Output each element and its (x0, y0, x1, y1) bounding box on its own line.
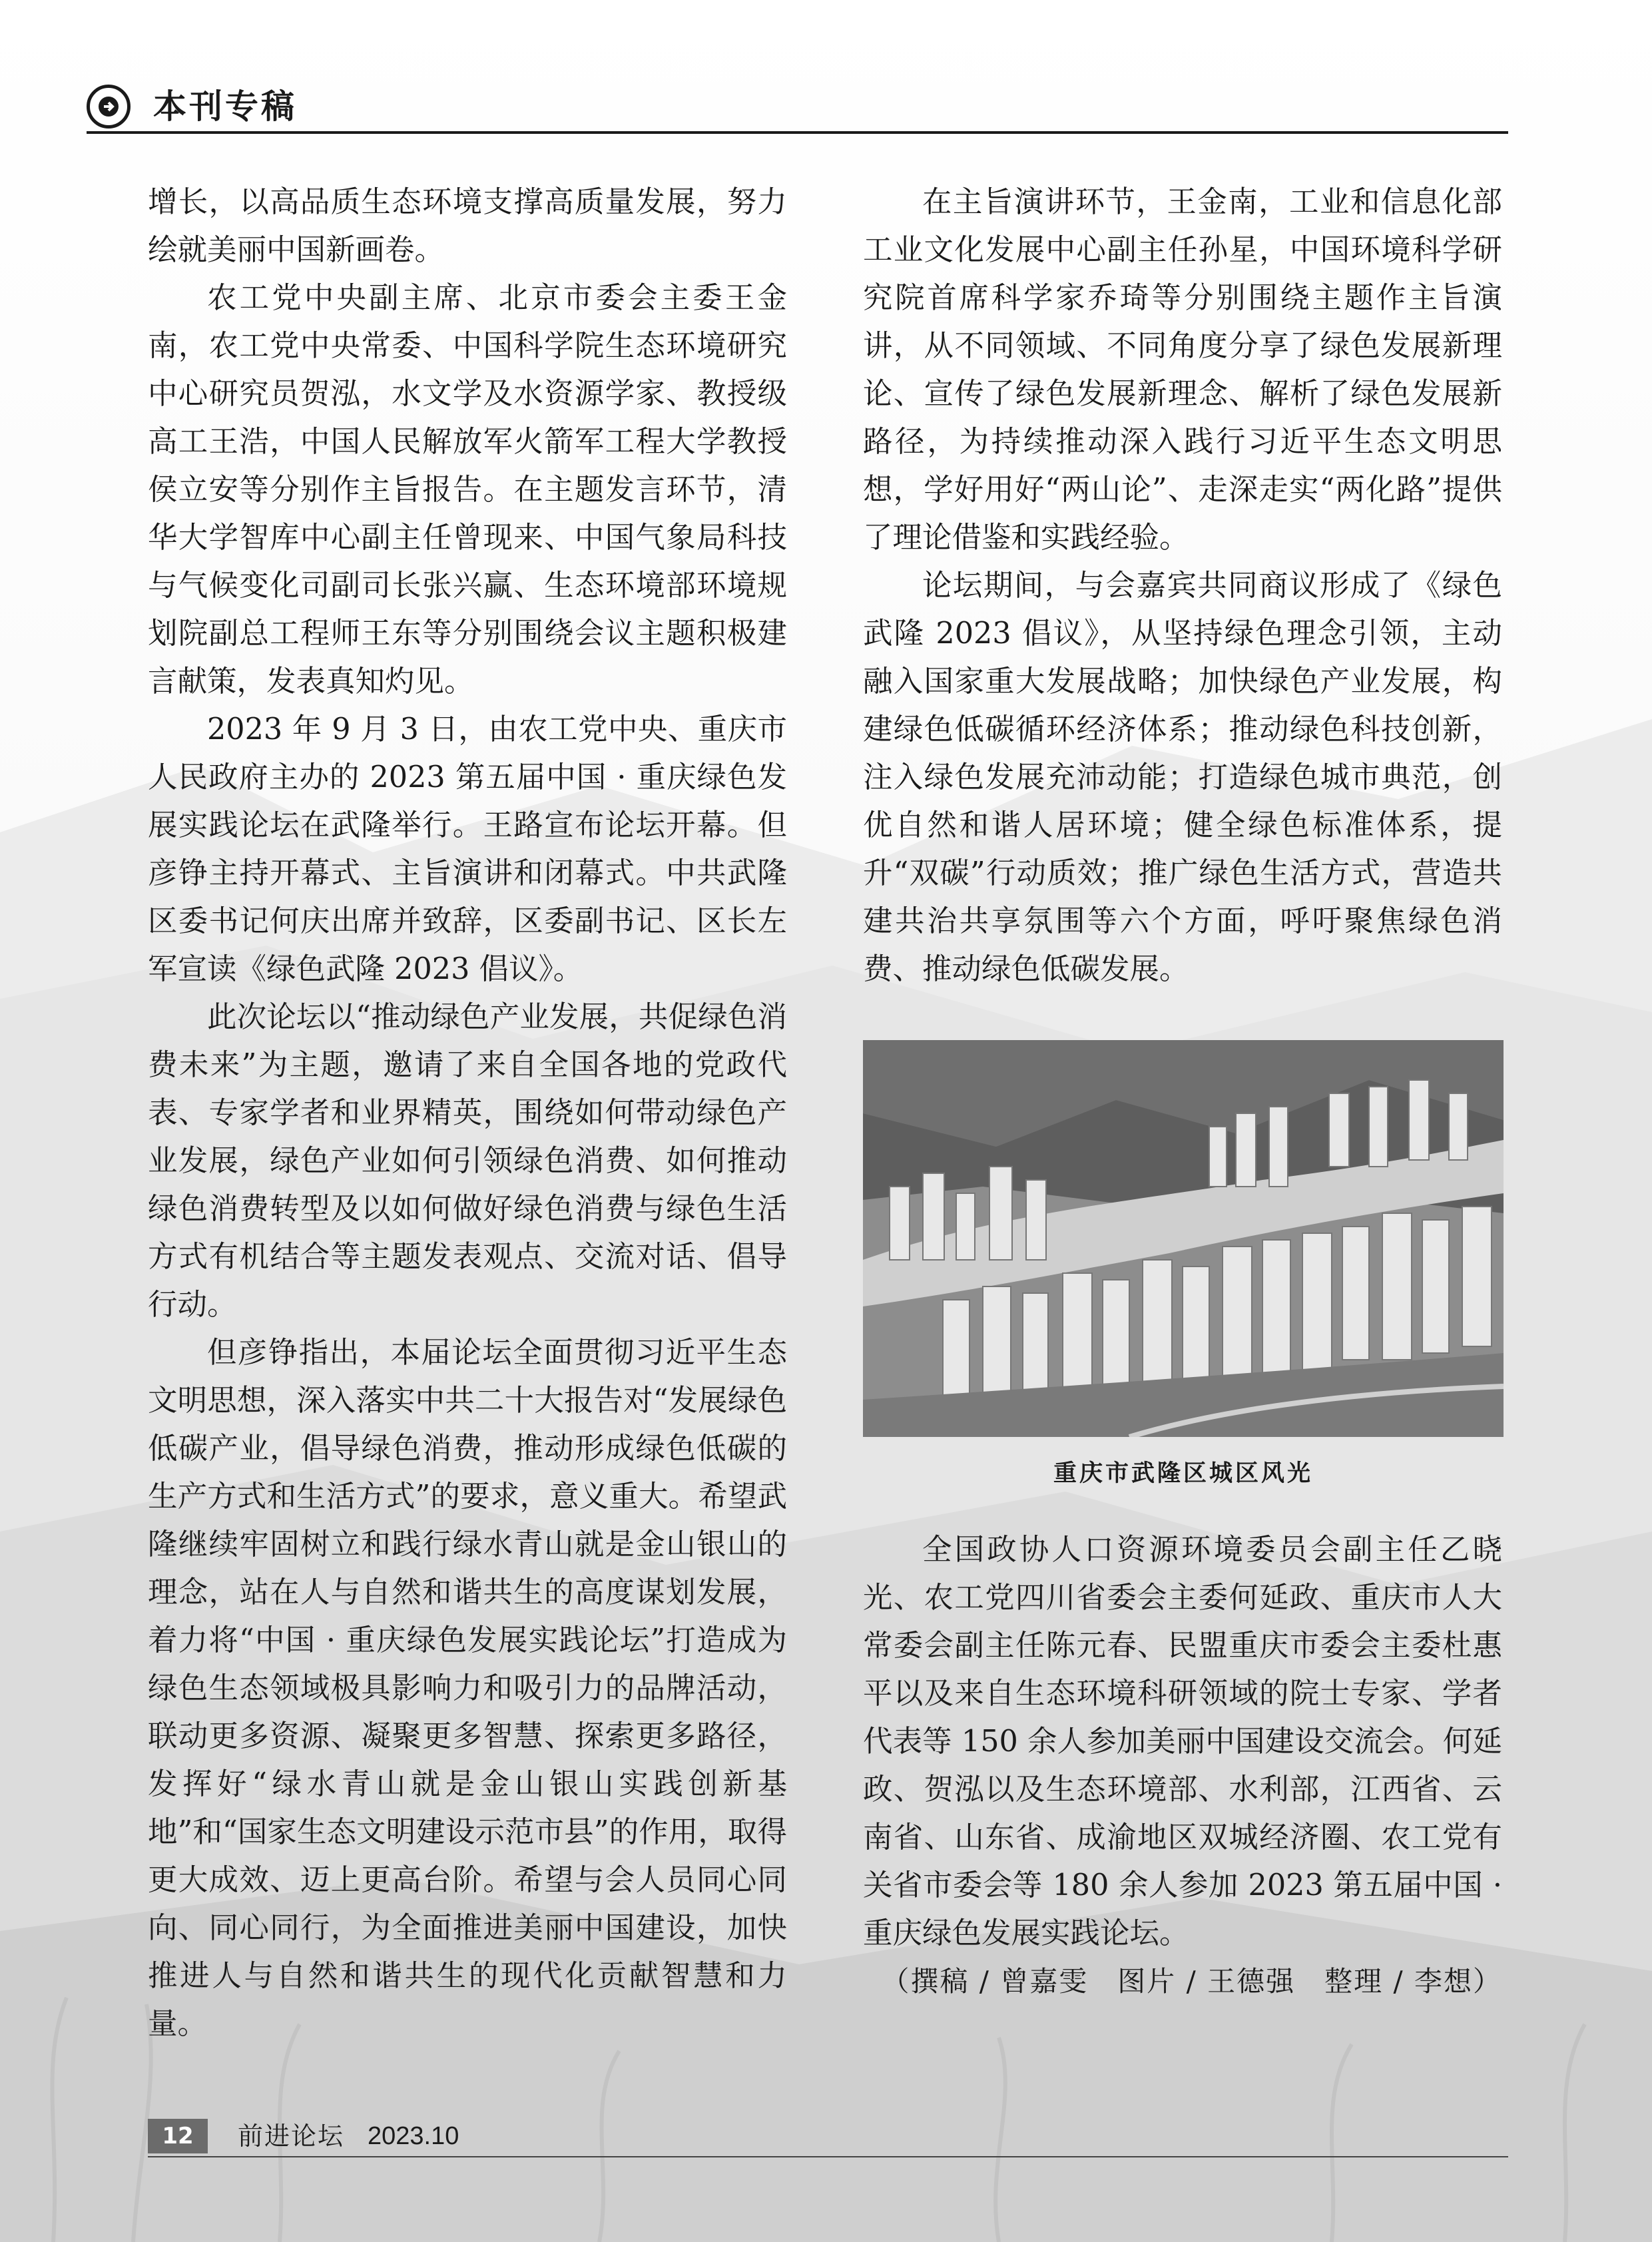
paragraph: 农工党中央副主席、北京市委会主委王金南，农工党中央常委、中国科学院生态环境研究中心研究员贺泓，水文学及水资源学家、教授级高工王浩，中国人民解放军火箭军工程大学教授侯立安等分别作主旨报告。在主题发言环节，清华大学智库中心副主任曾现来、中国气象局科技与气候变化司副司长张兴赢、生态环境部环境规划院副总工程师王东等分别围绕会议主题积极建言献策，发表真知灼见。 (148, 281, 787, 699)
page-number: 12 (148, 2119, 208, 2153)
paragraph: 全国政协人口资源环境委员会副主任乙晓光、农工党四川省委会主委何延政、重庆市人大常委会副主任陈元春、民盟重庆市委会主委杜惠平以及来自生态环境科研领域的院士专家、学者代表等 150 余人参加美丽中国建设交流会。何延政、贺泓以及生态环境部、水利部，江西省、云南省、山东省、成渝地区双城经济圈、农工党有关省市委会等 180 余人参加 2023 第五届中国 · 重庆绿色发展实践论坛。 (863, 1533, 1502, 1950)
city-photo (863, 1040, 1504, 1437)
photo-caption: 重庆市武隆区城区风光 (1053, 1460, 1313, 1487)
footer-divider (148, 2156, 1508, 2157)
paragraph: 但彦铮指出，本届论坛全面贯彻习近平生态文明思想，深入落实中共二十大报告对“发展绿色低碳产业，倡导绿色消费，推动形成绿色低碳的生产方式和生活方式”的要求，意义重大。希望武隆继续牢固树立和践行绿水青山就是金山银山的理念，站在人与自然和谐共生的高度谋划发展，着力将“中国 · 重庆绿色发展实践论坛”打造成为绿色生态领域极具影响力和吸引力的品牌活动，联动更多资源、凝聚更多智慧、探索更多路径，发挥好“绿水青山就是金山银山实践创新基地”和“国家生态文明建设示范市县”的作用，取得更大成效、迈上更高台阶。希望与会人员同心同向、同心同行，为全面推进美丽中国建设，加快推进人与自然和谐共生的现代化贡献智慧和力量。 (148, 1336, 787, 2041)
arrow-circle-icon (87, 85, 131, 129)
header-divider (87, 131, 1508, 134)
journal-name: 前进论坛 (238, 2121, 345, 2151)
section-title: 本刊专稿 (153, 87, 297, 126)
paragraph: 2023 年 9 月 3 日，由农工党中央、重庆市人民政府主办的 2023 第五届中国 · 重庆绿色发展实践论坛在武隆举行。王路宣布论坛开幕。但彦铮主持开幕式、主旨演讲和闭幕式。中共武隆区委书记何庆出席并致辞，区委副书记、区长左军宣读《绿色武隆 2023 倡议》。 (148, 712, 787, 986)
right-column (863, 178, 1502, 993)
paragraph: 论坛期间，与会嘉宾共同商议形成了《绿色武隆 2023 倡议》，从坚持绿色理念引领，主动融入国家重大发展战略；加快绿色产业发展，构建绿色低碳循环经济体系；推动绿色科技创新，注入绿色发展充沛动能；打造绿色城市典范，创优自然和谐人居环境；健全绿色标准体系，提升“双碳”行动质效；推广绿色生活方式，营造共建共治共享氛围等六个方面，呼吁聚焦绿色消费、推动绿色低碳发展。 (863, 569, 1502, 986)
paragraph: 在主旨演讲环节，王金南，工业和信息化部工业文化发展中心副主任孙星，中国环境科学研究院首席科学家乔琦等分别围绕主题作主旨演讲，从不同领域、不同角度分享了绿色发展新理论、宣传了绿色发展新理念、解析了绿色发展新路径，为持续推动深入践行习近平生态文明思想，学好用好“两山论”、走深走实“两化路”提供了理论借鉴和实践经验。 (863, 185, 1502, 555)
left-column (148, 178, 787, 2048)
page-footer (148, 2117, 1508, 2155)
credits: （撰稿 / 曾嘉雯 图片 / 王德强 整理 / 李想） (881, 1965, 1502, 1998)
issue-number: 2023.10 (368, 2122, 459, 2150)
section-header (87, 83, 1508, 130)
paragraph: 此次论坛以“推动绿色产业发展，共促绿色消费未来”为主题，邀请了来自全国各地的党政代表、专家学者和业界精英，围绕如何带动绿色产业发展，绿色产业如何引领绿色消费、如何推动绿色消费转型及以如何做好绿色消费与绿色生活方式有机结合等主题发表观点、交流对话、倡导行动。 (148, 1000, 787, 1322)
paragraph: 增长，以高品质生态环境支撑高质量发展，努力绘就美丽中国新画卷。 (148, 185, 787, 267)
right-column-continued (863, 1526, 1502, 2006)
